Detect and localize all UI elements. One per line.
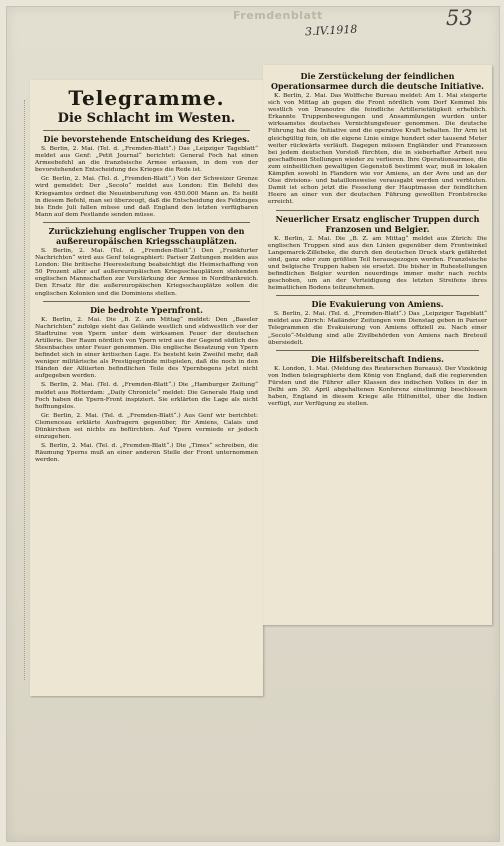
article (268, 299, 487, 346)
article-heading: Die Evakuierung von Amiens. (311, 299, 444, 310)
article-heading: Die Hilfsbereitschaft Indiens. (311, 353, 444, 364)
divider (276, 210, 479, 211)
article-paragraph: K. London, 1. Mai. (Meldung des Reuterschen Bureaus). Der Vizekönig von Indien telegraphierte dem König von England, daß die regierenden Fürsten und die Führer aller Klassen des indischen Volkes in der in Delhi am 30. April abgehaltenen Konferenz einstimmig beschlossen haben, England in diesem Kriege alle Hilfsmittel, über die Indien verfügt, zur Verfügung zu stellen. (268, 365, 487, 408)
article (35, 226, 258, 298)
masthead: Telegramme. (68, 86, 225, 110)
article (268, 354, 487, 409)
article-heading: Die Zerstückelung der feindlichen Operationsarmee durch die deutsche Initiative. (271, 71, 484, 91)
divider (276, 350, 479, 351)
article-heading: Die bevorstehende Entscheidung des Krieges. (43, 134, 250, 144)
article-paragraph: K. Berlin, 2. Mai. Die „B. Z. am Mittag“ meldet: Den „Baseler Nachrichten“ zufolge sieht das Gelände westlich und südwestlich vor der Stadtruine von Ypern unter dem wirksamen Feuer der deutschen Artillerie. Der Raum nördlich von Ypern wird aus der Gegend südlich des Steenbaches unter Feuer genommen. Die englische Besatzung von Ypern befindet sich in einer kritischen Lage. Es besteht kein Zweifel mehr, daß weniger militärische als Prestigegründe mitspielen, daß die noch in den Händen der Alliierten befindlichen Teile des Ypernbogens jetzt nicht aufgegeben werden. (35, 316, 258, 380)
article-heading: Zurückziehung englischer Truppen von den außereuropäischen Kriegsschauplätzen. (48, 225, 245, 246)
divider (43, 301, 250, 302)
handwritten-date: 3.IV.1918 (304, 22, 358, 39)
article-paragraph: Gr. Berlin, 2. Mai. (Tel. d. „Fremden-Blatt“.) Aus Genf wir berichtet: Clemenceau erklärte Ausfragern gegenüber, für Amiens, Calais und Dünkirchen sei nichts zu befürchten. Auf Ypern vermiede er jedoch einzugehen. (35, 412, 258, 441)
article (35, 305, 258, 465)
article-paragraph: Gr. Berlin, 2. Mai. (Tel. d. „Fremden-Blatt“.) Von der Schweizer Grenze wird gemeldet: Der „Secolo“ meldet aus London: Ein Befehl des Kriegsamtes ordnet die Neueinberufung von 450.000 Mann an. Es heißt in diesem Befehl, man sei überzeugt, daß die Entscheidung des Feldzuges bis Ende Juli fallen müsse und daß England den letzten verfügbaren Mann auf dem Festlande senden müsse. (35, 176, 258, 218)
newspaper-stamp: Fremdenblatt (233, 9, 323, 22)
clipping-right-column (263, 65, 492, 625)
article-paragraph: K. Berlin, 2. Mai. Das Wolffsche Bureau meldet: Am 1. Mai steigerte sich von Mittag ab gegen die Front nördlich vom Dorf Kemmel bis westlich von Dranoutre die feindliche Artillerietätigkeit erheblich. Erkannte Truppenbewegungen und Ansammlungen wurden unter wirksamstes deutsches Vernichtungsfeuer genommen. Die deutsche Führung hat die Initiative und die operative Kraft behalten. Ihr Arm ist gleichgültig fein, ob die eigene Linie einige hundert oder tausend Meter weiter rückwärts verläuft. Dagegen müssen Engländer und Franzosen bei jedem deutschen Vorstoß fürchten, die in sieberhafter Arbeit neu geschaffenen Stellungen wieder zu verlieren. Ihre Operationsarmee, die zum einheitlichen gewaltigen Gegenstoß bestimmt war, muß in lokalen Kämpfen sowohl in Flandern wie vor Amiens, an der Avre und an der Oise divisions- und bataillonsweise verausgabt werden und verbluten. Damit ist schon jetzt die Fesselung der Hauptmasse der feindlichen Heere an einer von der deutschen Führung gewollten Frontstrecke erreicht. (268, 93, 487, 206)
article-paragraph: S. Berlin, 2. Mai. (Tel. d. „Fremden-Blatt“.) Die „Times“ schreiben, die Räumung Yperns muß an einer anderen Stelle der Front unternommen werden. (35, 443, 258, 464)
handwritten-number: 53 (446, 6, 473, 30)
article-heading: Die bedrohte Ypernfront. (90, 304, 203, 315)
article-paragraph: K. Berlin, 2. Mai. Die „B. Z. am Mittag“ meldet aus Zürich: Die englischen Truppen sind aus den Linien gegenüber dem Frontwinkel Langemarck-Zillebeke, die durch den deutschen Druck stark gefährdet sind, ganz oder zum größten Teil herausgezogen worden. Französische und belgische Truppen haben sie ersetzt. Die bisher in Ruhestellungen befindlichen Belgier wurden neuerdings immer mehr nach rechts geschoben, um an der Verteidigung des letzten Streifens ihres heimatlichen Bodens teilzunehmen. (268, 235, 487, 292)
divider (43, 222, 250, 223)
article (268, 214, 487, 293)
divider (43, 130, 250, 131)
article (268, 71, 487, 207)
article (35, 134, 258, 219)
divider (276, 295, 479, 296)
article-heading: Neuerlicher Ersatz englischer Truppen durch Franzosen und Belgier. (275, 213, 480, 234)
section-heading: Die Schlacht im Westen. (57, 111, 236, 126)
article-paragraph: S. Berlin, 2. Mai. (Tel. d. „Fremden-Blatt“.) Das „Leipziger Tageblatt“ meldet aus Zürich: Mailänder Zeitungen vom Dienstag geben in Pariser Telegrammen die Evakuierung von Amiens offiziell zu. Nach einer „Secolo“-Meldung sind alle Zivilbehörden von Amiens nach Breteuil übersiedelt. (268, 311, 487, 346)
article-paragraph: S. Berlin, 2. Mai. (Tel. d. „Fremden-Blatt“.) Das „Leipziger Tageblatt“ meldet aus Genf: „Petit Journal“ berichtet: General Foch hat einen Armeebefehl an die französische Armee erlassen, in dem von der bevorstehenden Entscheidung des Krieges die Rede ist. (35, 146, 258, 174)
article-paragraph: S. Berlin, 2. Mai. (Tel. d. „Fremden-Blatt“.) Die „Hamburger Zeitung“ meldet aus Rotterdam: „Daily Chronicle“ meldet: Die Generale Haig und Foch haben die Ypern-Front inspiziert. Sie erklärten die Lage als nicht hoffnungslos. (35, 382, 258, 410)
clipping-left-column (30, 80, 263, 696)
article-paragraph: S. Berlin, 2. Mai. (Tel. d. „Fremden-Blatt“.) Den „Frankfurter Nachrichten“ wird aus Genf telegraphiert: Pariser Zeitungen melden aus London: Die britische Heeresleitung beabsichtigt die Heimschaffung von 50 Prozent aller auf außereuropäischen Kriegsschauplätzen stehenden englischen Mannschaften zur Verstärkung der Armee in Nordfrankreich. Den Ersatz für die außereuropäischen Kriegsschauplätze sollen die englischen Kolonien und die Dominions stellen. (35, 247, 258, 297)
